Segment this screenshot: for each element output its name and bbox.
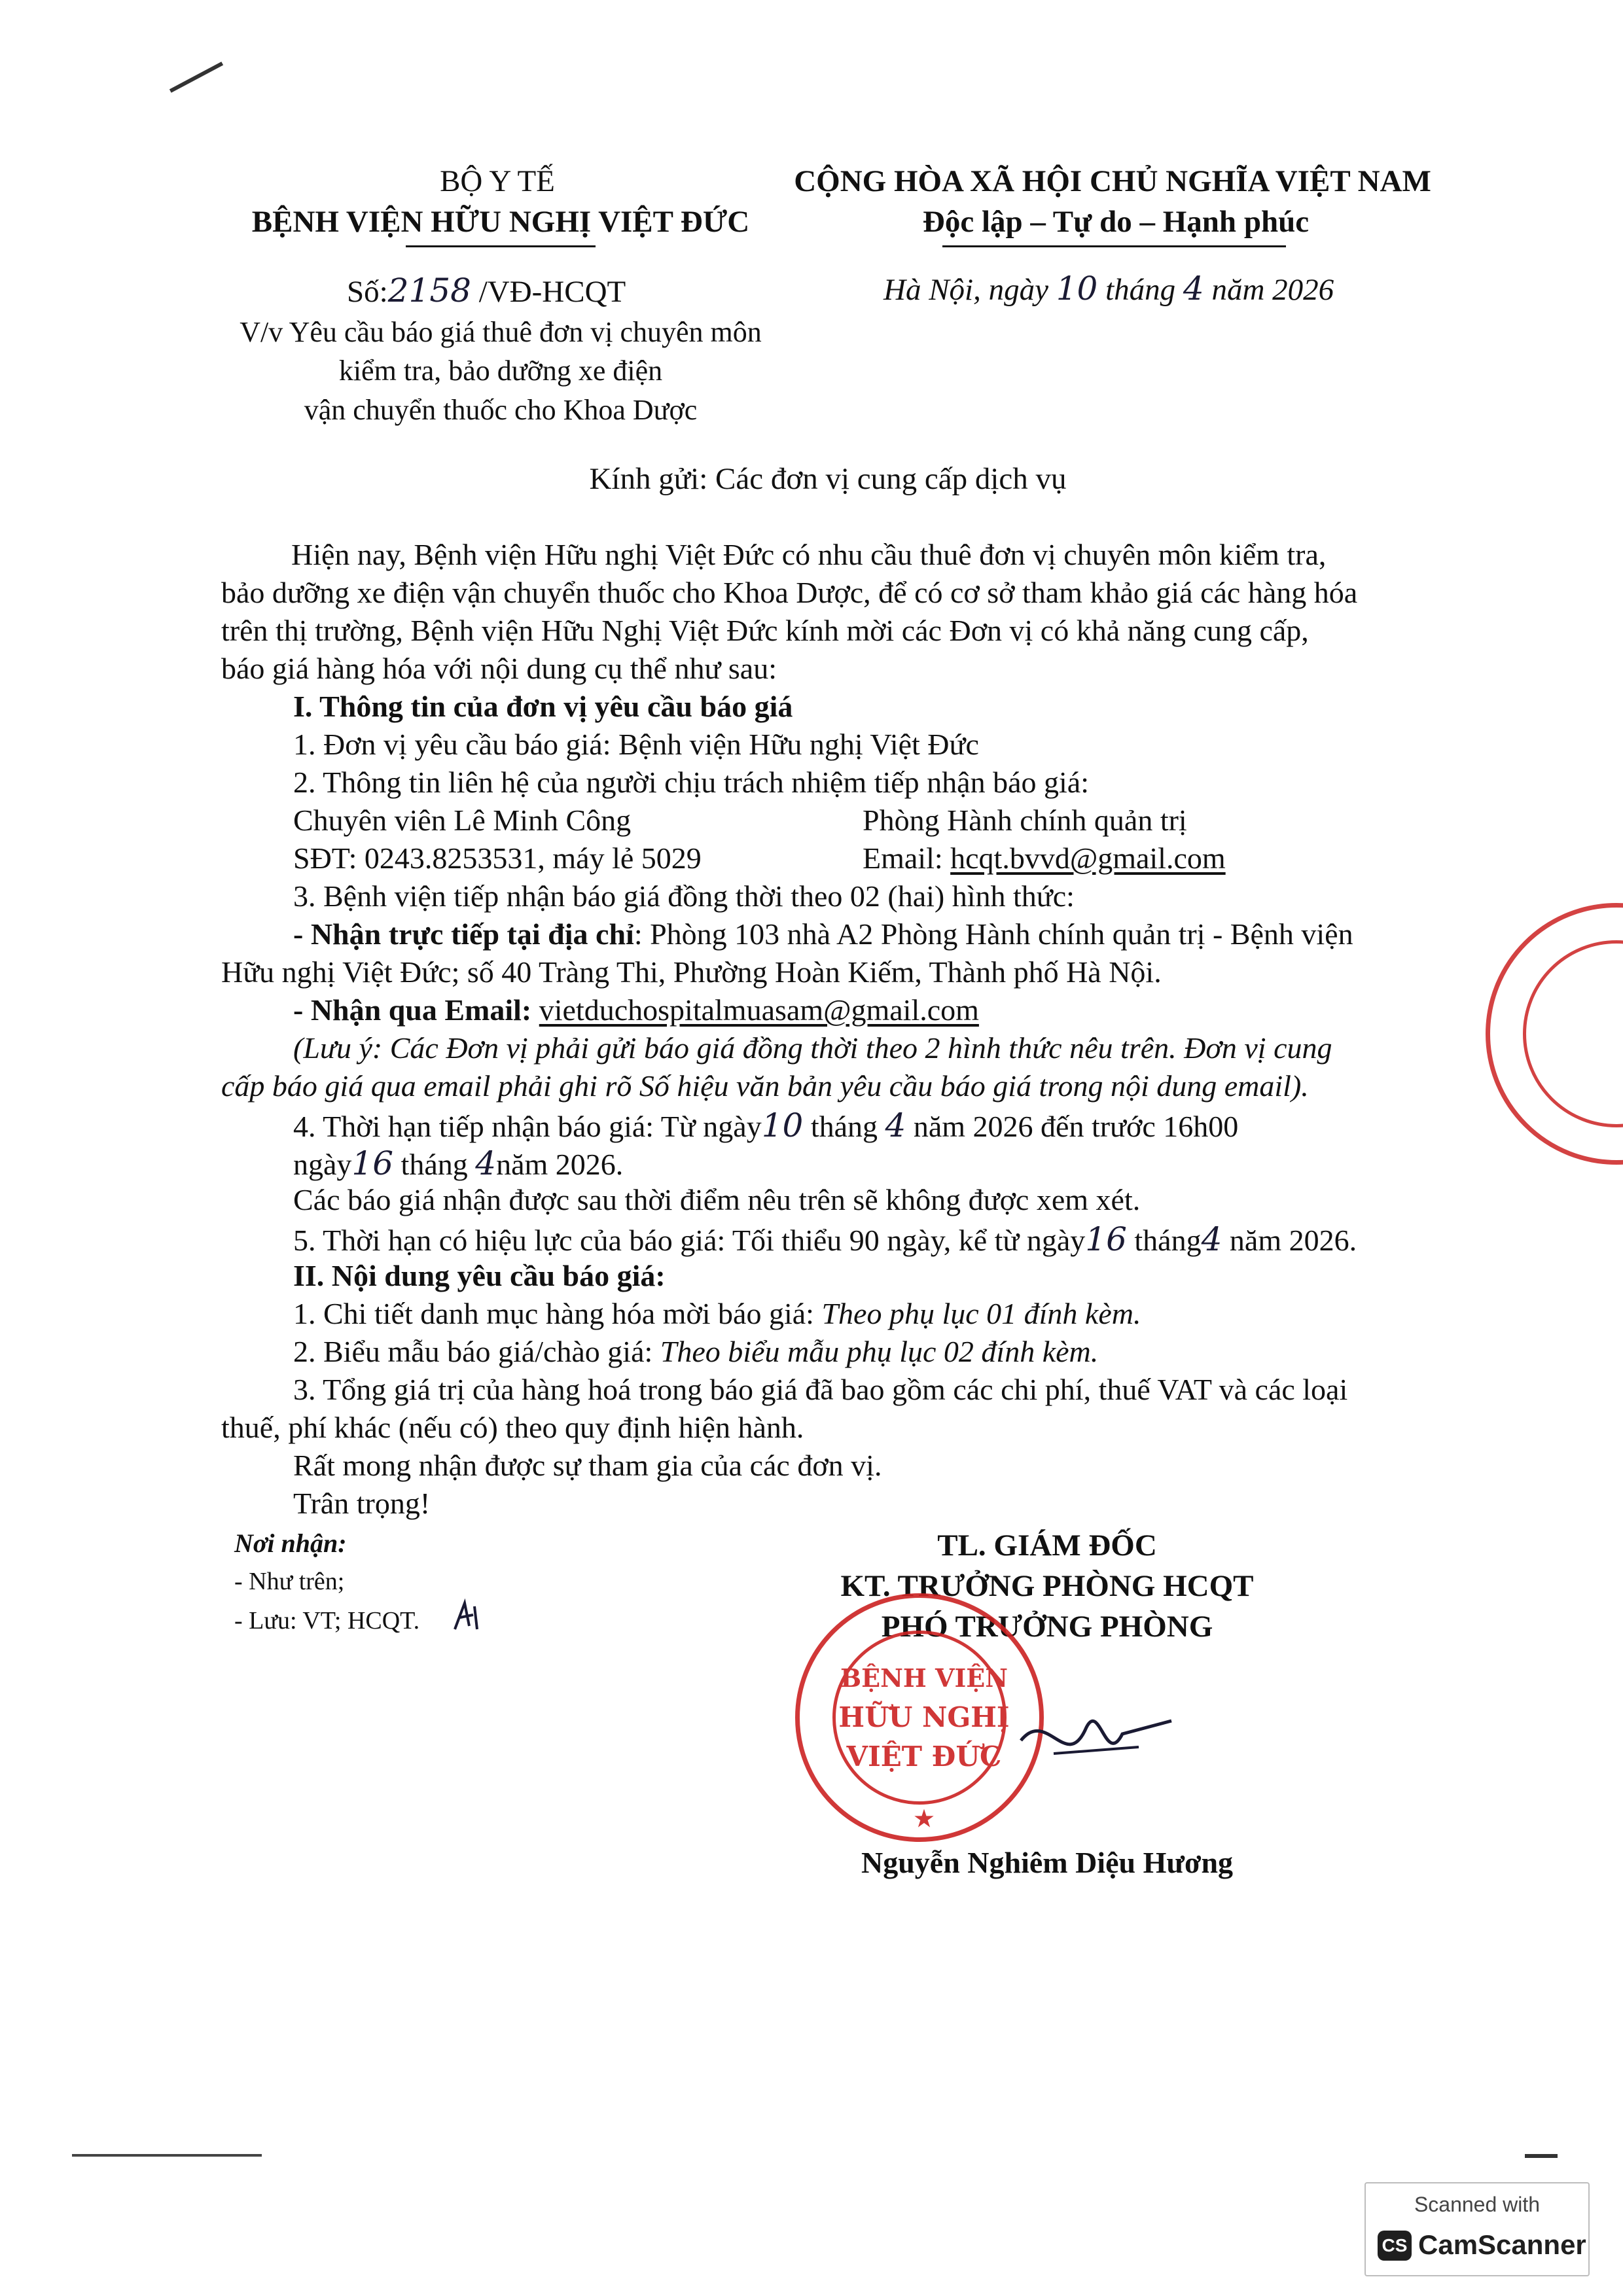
signature-title-3: PHÓ TRƯỞNG PHÒNG xyxy=(881,1610,1213,1644)
item4-text: năm 2026. xyxy=(496,1148,624,1181)
item4-day1: 10 xyxy=(761,1106,804,1144)
recipient-line: - Như trên; xyxy=(234,1568,345,1595)
section1-item2: 2. Thông tin liên hệ của người chịu trách nhiệm tiếp nhận báo giá: xyxy=(293,766,1089,799)
direct-label: - Nhận trực tiếp tại địa chỉ xyxy=(293,917,634,951)
motto-underline xyxy=(942,245,1286,247)
stamp-line: HỮU NGHỊ xyxy=(838,1701,1010,1733)
section1-item4-cont xyxy=(293,1144,623,1183)
direct-submission xyxy=(293,916,1353,952)
signature-title-2: KT. TRƯỞNG PHÒNG HCQT xyxy=(840,1569,1254,1603)
subject-line: kiểm tra, bảo dưỡng xe điện xyxy=(338,355,663,387)
item5-text: tháng xyxy=(1134,1224,1202,1257)
hospital-underline xyxy=(406,245,596,247)
signature-title-1: TL. GIÁM ĐỐC xyxy=(937,1528,1157,1563)
intro-line: bảo dưỡng xe điện vận chuyển thuốc cho Khoa Dược, để có cơ sở tham khảo giá các hàng hóa xyxy=(221,576,1358,609)
initials-mark xyxy=(448,1597,488,1636)
subject-line: V/v Yêu cầu báo giá thuê đơn vị chuyên môn xyxy=(240,316,762,348)
item4-month2: 4 xyxy=(475,1144,497,1182)
intro-line: báo giá hàng hóa với nội dung cụ thể như sau: xyxy=(221,652,777,685)
item4-text: tháng xyxy=(401,1148,468,1181)
item4-day2: 16 xyxy=(351,1144,394,1182)
recipients-title: Nơi nhận: xyxy=(234,1528,347,1558)
item-text-italic: Theo phụ lục 01 đính kèm. xyxy=(821,1297,1141,1330)
section1-item3: 3. Bệnh viện tiếp nhận báo giá đồng thời theo 02 (hai) hình thức: xyxy=(293,879,1075,913)
item5-day: 16 xyxy=(1085,1220,1127,1258)
scan-mark xyxy=(169,62,223,93)
national-motto: Độc lập – Tự do – Hạnh phúc xyxy=(922,205,1310,239)
direct-text: : Phòng 103 nhà A2 Phòng Hành chính quản trị - Bệnh viện xyxy=(633,917,1353,951)
note-line: cấp báo giá qua email phải ghi rõ Số hiệu văn bản yêu cầu báo giá trong nội dung email). xyxy=(221,1069,1309,1103)
signer-name: Nguyễn Nghiêm Diệu Hương xyxy=(861,1846,1234,1879)
camscanner-logo-icon: CS xyxy=(1378,2231,1412,2261)
contact-name: Chuyên viên Lê Minh Công xyxy=(293,804,632,837)
section1-item1: 1. Đơn vị yêu cầu báo giá: Bệnh viện Hữu nghị Việt Đức xyxy=(293,728,979,761)
hospital-name: BỆNH VIỆN HỮU NGHỊ VIỆT ĐỨC xyxy=(251,205,750,239)
date-month: 4 xyxy=(1183,270,1204,308)
item4-month1: 4 xyxy=(885,1106,906,1144)
item-text-italic: Theo biểu mẫu phụ lục 02 đính kèm. xyxy=(660,1335,1099,1368)
edge-stamp-inner-ring xyxy=(1523,940,1623,1127)
salutation: Kính gửi: Các đơn vị cung cấp dịch vụ xyxy=(589,462,1067,496)
stamp-star-icon: ★ xyxy=(914,1806,935,1832)
section2-item3: 3. Tổng giá trị của hàng hoá trong báo giá đã bao gồm các chi phí, thuế VAT và các loại xyxy=(293,1373,1348,1406)
email-submission xyxy=(293,992,979,1028)
item4-text: năm 2026 đến trước 16h00 xyxy=(913,1110,1239,1143)
late-note: Các báo giá nhận được sau thời điểm nêu trên sẽ không được xem xét. xyxy=(293,1183,1141,1216)
date-suffix: năm 2026 xyxy=(1211,273,1334,307)
issue-date xyxy=(883,270,1334,308)
number-prefix: Số: xyxy=(347,275,388,309)
item5-text: năm 2026. xyxy=(1229,1224,1357,1257)
country-name: CỘNG HÒA XÃ HỘI CHỦ NGHĨA VIỆT NAM xyxy=(794,164,1431,198)
section1-item4 xyxy=(293,1106,1238,1145)
section2-item1 xyxy=(293,1296,1141,1332)
number-suffix: /VĐ-HCQT xyxy=(478,275,626,309)
official-stamp xyxy=(795,1593,1044,1842)
intro-line: trên thị trường, Bệnh viện Hữu Nghị Việt Đức kính mời các Đơn vị có khả năng cung cấp, xyxy=(221,614,1309,647)
intro-line: Hiện nay, Bệnh viện Hữu nghị Việt Đức có nhu cầu thuê đơn vị chuyên môn kiểm tra, xyxy=(291,538,1327,571)
closing-line: Rất mong nhận được sự tham gia của các đơn vị. xyxy=(293,1449,882,1482)
camscanner-watermark xyxy=(1364,2182,1590,2276)
item4-text: 4. Thời hạn tiếp nhận báo giá: Từ ngày xyxy=(293,1110,762,1143)
contact-phone: SĐT: 0243.8253531, máy lẻ 5029 xyxy=(293,841,702,875)
date-mid: tháng xyxy=(1105,273,1176,307)
document-number xyxy=(347,272,626,309)
section2-item2 xyxy=(293,1333,1098,1369)
contact-department: Phòng Hành chính quản trị xyxy=(863,804,1187,837)
item-text: 1. Chi tiết danh mục hàng hóa mời báo giá: xyxy=(293,1297,822,1330)
recipient-line: - Lưu: VT; HCQT. xyxy=(234,1607,420,1634)
scan-edge-line xyxy=(1525,2154,1558,2158)
section2-heading: II. Nội dung yêu cầu báo giá: xyxy=(293,1259,666,1292)
number-handwritten: 2158 xyxy=(387,272,471,309)
edge-stamp-fragment xyxy=(1486,903,1623,1165)
submission-email-link[interactable]: vietduchospitalmuasam@gmail.com xyxy=(539,993,979,1027)
closing-line: Trân trọng! xyxy=(293,1487,431,1520)
scan-edge-line xyxy=(72,2154,262,2157)
item5-month: 4 xyxy=(1201,1220,1222,1258)
item5-text: 5. Thời hạn có hiệu lực của báo giá: Tối thiểu 90 ngày, kể từ ngày xyxy=(293,1224,1086,1257)
email-label: - Nhận qua Email: xyxy=(293,993,539,1027)
subject-line: vận chuyển thuốc cho Khoa Dược xyxy=(304,393,698,426)
subject-block xyxy=(240,313,762,429)
stamp-line: BỆNH VIỆN xyxy=(840,1663,1008,1693)
section2-item3-cont: thuế, phí khác (nếu có) theo quy định hiện hành. xyxy=(221,1411,804,1444)
section1-item5 xyxy=(293,1220,1357,1259)
item4-text: ngày xyxy=(293,1148,352,1181)
section1-heading: I. Thông tin của đơn vị yêu cầu báo giá xyxy=(293,690,793,723)
date-prefix: Hà Nội, ngày xyxy=(883,273,1048,307)
handwritten-signature xyxy=(1008,1695,1178,1786)
item-text: 2. Biểu mẫu báo giá/chào giá: xyxy=(293,1335,660,1368)
date-day: 10 xyxy=(1056,270,1098,308)
ministry-name: BỘ Y TẾ xyxy=(440,164,555,198)
direct-address: Hữu nghị Việt Đức; số 40 Tràng Thi, Phường Hoàn Kiếm, Thành phố Hà Nội. xyxy=(221,955,1162,989)
note-line: (Lưu ý: Các Đơn vị phải gửi báo giá đồng thời theo 2 hình thức nêu trên. Đơn vị cung xyxy=(293,1031,1332,1065)
contact-email-label: Email: xyxy=(863,841,951,875)
stamp-line: VIỆT ĐỨC xyxy=(846,1740,1002,1773)
item4-text: tháng xyxy=(810,1110,878,1143)
watermark-caption: Scanned with xyxy=(1414,2193,1541,2216)
contact-email-row xyxy=(863,840,1226,876)
watermark-brand: CamScanner xyxy=(1418,2229,1586,2260)
contact-email-link[interactable]: hcqt.bvvd@gmail.com xyxy=(950,841,1226,875)
